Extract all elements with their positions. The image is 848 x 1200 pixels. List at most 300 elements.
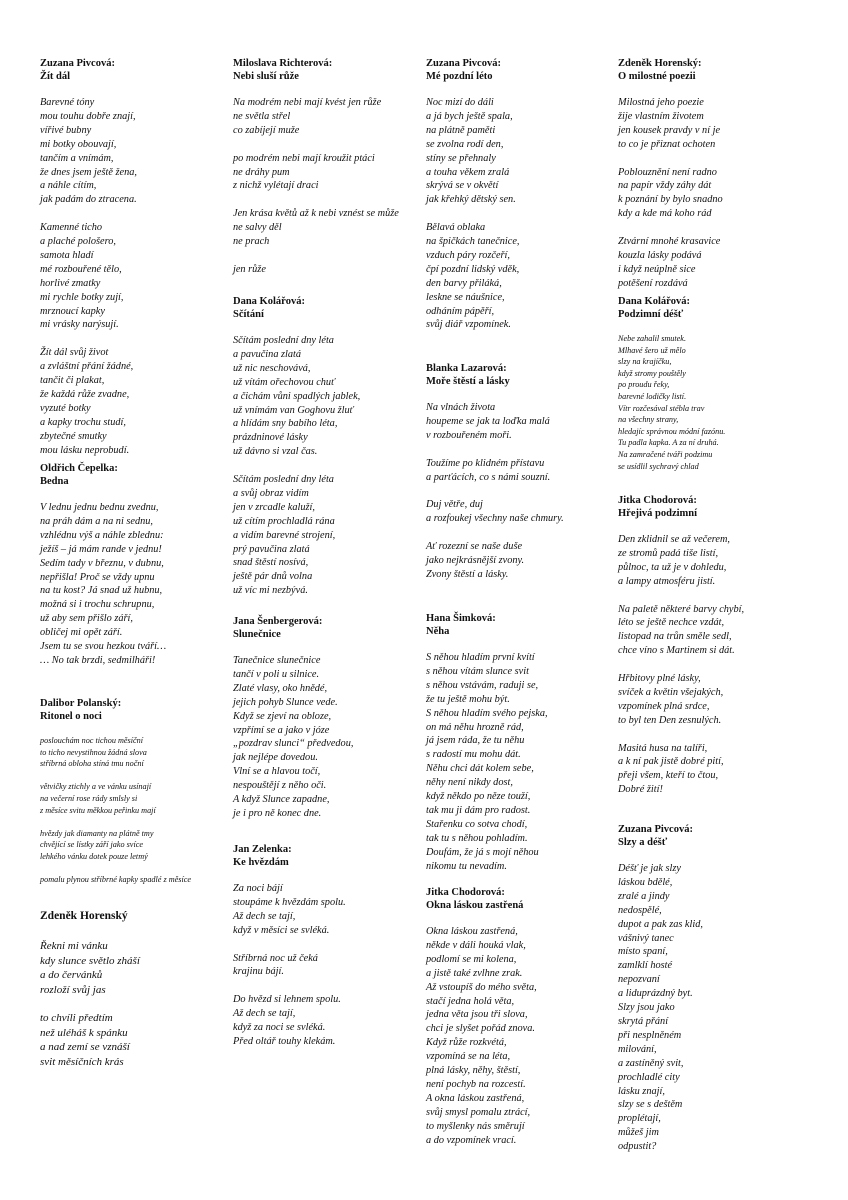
verse-line: Duj větře, duj [426, 499, 483, 511]
verse-line: svíček a květin všejakých, [618, 686, 724, 698]
verse-line: a touha věkem zralá [426, 166, 510, 178]
verse-line: snad štěstí nosívá, [233, 557, 309, 569]
verse-line: zralé a jindy [618, 890, 670, 902]
poem [233, 57, 421, 291]
poem [40, 910, 228, 1084]
verse-line: stačí jedna holá věta, [426, 995, 515, 1007]
stanza [618, 166, 806, 222]
verse-line: obličej mi opět září. [40, 627, 123, 639]
verse-line: on má něhu hrozně rád, [426, 721, 524, 733]
verse-line: jejich pohyb Slunce vede. [233, 696, 338, 708]
stanza [233, 473, 421, 598]
verse-line: ne světla střel [233, 110, 291, 122]
stanza [40, 221, 228, 332]
verse-line: stříbrná obloha stíná tmu noční [40, 759, 144, 769]
poem [426, 57, 614, 346]
verse-line: Jsem tu se svou hezkou tváří… [40, 641, 167, 653]
verse-line: Slzy jsou jako [618, 1002, 675, 1014]
verse-line: A okna láskou zastřená, [426, 1092, 525, 1104]
poem-author: Jitka Chodorová: [426, 887, 505, 898]
verse-line: Ztvární mnohé krasavice [618, 236, 721, 248]
verse-line: Den zklidnil se až večerem, [618, 534, 730, 545]
verse-line: žije vlastním životem [618, 110, 704, 122]
poem-title: Něha [426, 626, 450, 637]
verse-line: nikomu tu nevadím. [426, 860, 507, 872]
verse-line: když v měsíci se svléká. [233, 924, 330, 936]
stanza [233, 152, 421, 194]
verse-line: tak tu s něhou pohladím. [426, 832, 528, 844]
poem-title: Ritonel o noci [40, 711, 102, 722]
poem [618, 823, 806, 1168]
verse-line: už dávno si vzal čas. [233, 446, 318, 458]
poem-author: Jan Zelenka: [233, 844, 292, 855]
verse-line: jak padám do ztracena. [40, 194, 137, 206]
verse-line: Doufám, že já s mojí něhou [426, 846, 539, 858]
poem [40, 697, 228, 897]
verse-line: Dobré žití! [618, 784, 663, 796]
verse-line: Stříbrná noc už čeká [233, 952, 318, 964]
verse-line: Sčítám poslední dny léta [233, 335, 334, 346]
verse-line: … No tak brzdi, sedmilháři! [40, 654, 156, 666]
verse-line: na plátně paměti [426, 124, 496, 136]
verse-line: skrytá přání [618, 1015, 669, 1027]
verse-line: tak mu ji dám pro radost. [426, 804, 531, 816]
poem-author: Zdeněk Horenský: [618, 58, 702, 69]
poem-body [618, 96, 806, 291]
poem [233, 615, 421, 835]
verse-line: láskou bdělé, [618, 876, 673, 888]
verse-line: nespouštějí z něho oči. [233, 780, 327, 792]
verse-line: stoupáme k hvězdám spolu. [233, 896, 346, 908]
poem-body [233, 882, 421, 1049]
verse-line: Žít dál svůj život [40, 347, 109, 359]
poem-author: Dalibor Polanský: [40, 698, 122, 709]
verse-line: mi vrásky narýsují. [40, 319, 119, 331]
verse-line: nepozvaní [618, 974, 660, 986]
verse-line: už cítím prochladlá rána [233, 515, 335, 527]
verse-line: nedospělé, [618, 904, 662, 916]
poem-body [40, 939, 228, 1070]
verse-line: dupot a pak zas klid, [618, 918, 703, 930]
verse-line: s radostí mu mohu dát. [426, 749, 521, 761]
poem-body [618, 533, 806, 797]
poem [618, 494, 806, 811]
verse-line: stíny se přehnaly [426, 152, 496, 164]
verse-line: a svůj obraz vidím [233, 487, 309, 499]
verse-line: listopad na trůn směle sedl, [618, 631, 732, 643]
verse-line: hledajíc správnou módní fazónu. [618, 426, 726, 436]
poem-title: Sčítání [233, 309, 264, 320]
verse-line: Mlhavé šero už mělo [618, 345, 686, 355]
verse-line: už vítám ořechovou chuť [233, 376, 335, 388]
stanza [618, 672, 806, 728]
verse-line: tančit či plakat, [40, 375, 105, 387]
poem [233, 843, 421, 1063]
verse-line: Kamenné ticho [40, 222, 103, 234]
stanza [233, 334, 421, 459]
poem [233, 295, 421, 612]
verse-line: Noc mizí do dáli [426, 97, 494, 108]
verse-line: Zvony štěstí a lásky. [426, 568, 509, 580]
verse-line: už aby sem přišlo září, [40, 613, 133, 625]
verse-line: vzduch páry rozčeří, [426, 249, 510, 261]
verse-line: to myšlenky nás směrují [426, 1120, 525, 1132]
verse-line: horlivé zmatky [40, 277, 101, 289]
verse-line: a rozfoukej všechny naše chmury. [426, 513, 564, 525]
verse-line: Stařenku co sotva chodí, [426, 818, 528, 830]
verse-line: poslouchám noc tichou měsíční [40, 736, 144, 745]
verse-line: Když růže rozkvétá, [426, 1037, 507, 1049]
verse-line: mou lásku neprobudí. [40, 444, 130, 456]
verse-line: Něhu chci dát kolem sebe, [426, 763, 534, 775]
verse-line: po proudu řeky, [618, 380, 670, 390]
stanza [618, 742, 806, 798]
verse-line: plná lásky, něhy, štěstí, [426, 1065, 521, 1077]
verse-line: barevné lodičky listí. [618, 391, 687, 401]
verse-line: a zastíněný svit, [618, 1057, 684, 1069]
verse-line: Když se zjeví na obloze, [233, 710, 332, 722]
verse-line: mé rozbouřené tělo, [40, 263, 122, 275]
verse-line: Na zamračené tváři podzimu [618, 449, 713, 459]
verse-line: Tanečnice slunečnice [233, 655, 321, 666]
verse-line: že dnes jsem ještě žena, [40, 166, 137, 178]
verse-line: Poblouznění není radno [618, 166, 717, 178]
verse-line: houpeme se jak ta loďka malá [426, 415, 550, 427]
verse-line: a vidím barevné strojení, [233, 529, 336, 541]
verse-line: prázdninové lásky [233, 432, 308, 444]
poem [426, 886, 614, 1161]
verse-line: svůj smysl pomalu ztrácí, [426, 1106, 531, 1118]
poem-body [426, 96, 614, 332]
verse-line: Vlní se a hlavou točí, [233, 766, 321, 778]
verse-line: že každá růže zvadne, [40, 389, 130, 400]
verse-line: Do hvězd si lehnem spolu. [233, 994, 341, 1006]
verse-line: Sedím tady v březnu, v dubnu, [40, 557, 164, 569]
verse-line: kdy slunce světlo zháší [40, 954, 140, 967]
verse-line: skrývá se v okvětí [426, 180, 499, 192]
poem-author: Zuzana Pivcová: [618, 824, 693, 835]
stanza [426, 401, 614, 443]
verse-line: Nebe zahalil smutek. [618, 334, 686, 343]
stanza [233, 993, 421, 1049]
verse-line: tančí v poli u silnice. [233, 668, 320, 680]
stanza [40, 346, 228, 457]
verse-line: V lednu jednu bednu zvednu, [40, 502, 159, 513]
poem-author: Blanka Lazarová: [426, 363, 507, 374]
poem-title: Bedna [40, 476, 69, 487]
verse-line: při nesplněném [618, 1029, 682, 1041]
verse-line: samota hladí [40, 249, 94, 261]
verse-line: a zvláštní přání žádné, [40, 361, 134, 373]
verse-line: to ticho nevystihnou žádná slova [40, 747, 147, 757]
verse-line: ježíš – já mám rande v jednu! [40, 543, 162, 555]
poem [426, 362, 614, 596]
verse-line: a lampy atmosféru jistí. [618, 575, 716, 587]
verse-line: jen v zrcadle kaluží, [233, 501, 315, 513]
verse-line: Sčítám poslední dny léta [233, 474, 334, 486]
verse-line: den barvy přiláká, [426, 277, 502, 289]
verse-line: ještě pár dnů volna [233, 571, 313, 583]
verse-line: a náhle cítím, [40, 180, 97, 192]
poem-author: Dana Kolářová: [618, 296, 691, 307]
verse-line: v rozbouřeném moři. [426, 429, 512, 441]
verse-line: někde v dáli houká vlak, [426, 939, 526, 951]
poem-title: Slunečnice [233, 629, 281, 640]
verse-line: chci je slyšet pořád znova. [426, 1023, 535, 1035]
verse-line: rozloží svůj jas [40, 983, 106, 996]
verse-line: větvičky ztichly a ve vánku usínají [40, 782, 152, 792]
verse-line: Až vstoupíš do mého světa, [426, 981, 537, 993]
poem [40, 462, 228, 682]
poem [426, 612, 614, 887]
verse-line: jen kousek pravdy v ní je [618, 124, 721, 136]
stanza [40, 781, 228, 816]
verse-line: Zlaté vlasy, oko hnědé, [233, 682, 328, 694]
verse-line: to chvíli předtím [40, 1012, 113, 1025]
verse-line: Vítr rozčesával stébla trav [618, 403, 705, 413]
verse-line: s něhou vstávám, raduji se, [426, 679, 539, 691]
poem-author: Hana Šimková: [426, 613, 496, 624]
verse-line: Hřbitovy plné lásky, [618, 673, 701, 685]
verse-line: a do vzpomínek vrací. [426, 1134, 517, 1146]
poem-body [40, 96, 228, 458]
verse-line: už víc mi nezbývá. [233, 585, 308, 597]
verse-line: co zabíjejí muže [233, 124, 300, 136]
verse-line: nepřišla! Proč se vždy upnu [40, 571, 155, 583]
verse-line: Déšť je jak slzy [618, 863, 681, 874]
verse-line: svůj diář vzpomínek. [426, 319, 511, 331]
verse-line: na všechny strany, [618, 415, 679, 425]
verse-line: s něhou vítám slunce svit [426, 665, 529, 677]
verse-line: pomalu plynou stříbrné kapky spadlé z měsíce [40, 875, 191, 885]
verse-line: čpí pozdní lidský vděk, [426, 263, 520, 275]
verse-line: jako nejkrásnější zvony. [426, 554, 525, 566]
verse-line: vzpřímí se a jako v józe [233, 724, 330, 736]
poem-title: Žít dál [40, 71, 71, 82]
verse-line: a hlídám sny babího léta, [233, 418, 338, 430]
verse-line: není pochyb na rozcestí. [426, 1078, 526, 1090]
verse-line: leskne se náušnice, [426, 291, 505, 303]
verse-line: Až dech se tají, [233, 1008, 296, 1020]
verse-line: vířivé bubny [40, 124, 92, 136]
verse-line: Na vlnách života [426, 402, 496, 413]
stanza [618, 96, 806, 152]
verse-line: z nichž vylétají draci [233, 180, 319, 192]
verse-line: na papír vždy záhy dát [618, 180, 712, 192]
verse-line: a kapky trochu studí, [40, 416, 126, 428]
verse-line: S něhou hladím svého pejska, [426, 707, 548, 719]
stanza [618, 533, 806, 589]
stanza [618, 235, 806, 291]
poem-body [426, 925, 614, 1148]
verse-line: že tu ještě mohu být. [426, 693, 510, 705]
verse-line: proplétají, [618, 1113, 661, 1125]
verse-line: Za noci bájí [233, 883, 283, 894]
verse-line: Milostná jeho poezie [618, 97, 704, 108]
verse-line: něhy není nikdy dost, [426, 777, 513, 789]
stanza [426, 540, 614, 582]
verse-line: mrznoucí kapky [40, 305, 105, 317]
verse-line: Tu padla kapka. A za ní druhá. [618, 438, 719, 448]
verse-line: a parťácích, co s námi souzní. [426, 471, 551, 483]
verse-line: Na paletě některé barvy chybí, [618, 603, 745, 615]
verse-line: ze stromů padá tiše listí, [618, 547, 719, 559]
poem-title: O milostné poezii [618, 71, 696, 82]
stanza [40, 501, 228, 668]
verse-line: slzy se s deštěm [618, 1099, 683, 1111]
verse-line: Jen krása květů až k nebi vznést se může [233, 208, 399, 220]
verse-line: to co je přiznat ochoten [618, 138, 716, 150]
verse-line: k poznání by bylo snadno [618, 194, 723, 206]
verse-line: a liduprázdný byt. [618, 988, 693, 1000]
verse-line: možná si i trochu schrupnu, [40, 599, 155, 611]
verse-line: Toužíme po klidném přístavu [426, 457, 545, 469]
stanza [40, 735, 228, 770]
verse-line: jedna věta jsou tři slova, [426, 1009, 528, 1021]
stanza [426, 925, 614, 1148]
verse-line: milování, [618, 1043, 657, 1055]
stanza [233, 96, 421, 138]
verse-line: a do červánků [40, 969, 103, 982]
verse-line: půlnoc, ta už je v dohledu, [618, 561, 727, 573]
verse-line: na práh dám a na ni sednu, [40, 515, 153, 527]
verse-line: už nic neschovává, [233, 362, 311, 374]
verse-line: je i pro ně konec dne. [233, 807, 322, 819]
verse-line: a plaché pološero, [40, 236, 116, 248]
verse-line: Ať rozezní se naše duše [426, 541, 523, 553]
verse-line: vyzuté botky [40, 402, 91, 414]
verse-line: a čichám vůni spadlých jablek, [233, 390, 361, 402]
poem-title: Ke hvězdám [233, 857, 289, 868]
verse-line: hvězdy jak diamanty na plátně tmy [40, 828, 154, 838]
verse-line: tančím a vnímám, [40, 152, 114, 164]
verse-line: na večerní rose rády smlsly si [40, 793, 138, 803]
stanza [40, 96, 228, 207]
verse-line: z měsíce svitu měkkou peřinku mají [40, 805, 156, 815]
verse-line: Masitá husa na talíři, [618, 742, 708, 754]
verse-line: S něhou hladím první kvítí [426, 652, 535, 663]
stanza [618, 603, 806, 659]
verse-line: zbytečné smutky [40, 430, 107, 442]
verse-line: ne dráhy pum [233, 166, 290, 178]
verse-line: krajinu bájí. [233, 966, 284, 978]
poem-title: Podzimní déšť [618, 309, 684, 320]
poem-body [40, 501, 228, 668]
verse-line: mi botky obouvají, [40, 138, 117, 150]
verse-line: když za noci se svléká. [233, 1022, 326, 1034]
verse-line: kdy a kde má koho rád [618, 208, 712, 220]
verse-line: jen růže [233, 263, 266, 275]
poem-body [40, 735, 228, 886]
verse-line: slzy na krajíčku, [618, 357, 672, 367]
verse-line: jak křehký dětský sen. [426, 194, 516, 206]
poem-author: Miloslava Richterová: [233, 58, 333, 69]
verse-line: ne prach [233, 236, 270, 248]
verse-line: odpustit? [618, 1141, 657, 1153]
verse-line: kouzla lásky podává [618, 249, 702, 261]
verse-line: vzpomíná se na léta, [426, 1051, 511, 1063]
verse-line: Na modrém nebi mají kvést jen růže [233, 97, 382, 108]
poem-author: Jitka Chodorová: [618, 495, 697, 506]
poem-author: Zuzana Pivcová: [426, 58, 501, 69]
stanza [40, 939, 228, 997]
verse-line: když stromy pouštěly [618, 368, 686, 378]
verse-line: a jistě také zvlhne zrak. [426, 967, 523, 979]
verse-line: podlomí se mi kolena, [426, 953, 517, 965]
stanza [233, 952, 421, 980]
verse-line: a pavučina zlatá [233, 348, 302, 360]
verse-line: přeji všem, kteří to čtou, [618, 770, 719, 782]
verse-line: mi rychle botky zují, [40, 291, 124, 303]
stanza [233, 654, 421, 821]
poem-body [618, 862, 806, 1154]
verse-line: ne salvy děl [233, 222, 282, 234]
stanza [426, 457, 614, 485]
poem-title: Slzy a déšť [618, 837, 668, 848]
verse-line: jak nejlépe dovedou. [233, 752, 318, 764]
poem-author: Jana Šenbergerová: [233, 616, 323, 627]
poem-title: Nebi sluší růže [233, 71, 299, 82]
verse-line: zamlklí hosté [618, 960, 673, 972]
verse-line: svit měsíčních krás [40, 1056, 124, 1069]
poem-body [233, 654, 421, 821]
verse-line: odháním pápěří, [426, 305, 495, 317]
stanza [426, 498, 614, 526]
stanza [40, 1011, 228, 1069]
verse-line: prý pavučina zlatá [233, 543, 310, 555]
verse-line: a já bych ještě spala, [426, 110, 513, 122]
poem-title: Hřejivá podzimní [618, 508, 698, 519]
verse-line: a nad zemí se vznáší [40, 1041, 130, 1054]
verse-line: vzhlédnu výš a náhle zblednu: [40, 529, 164, 541]
verse-line: Před oltář touhy klekám. [233, 1035, 336, 1047]
stanza [233, 207, 421, 249]
poem-title: Okna láskou zastřená [426, 900, 524, 911]
poem-body [618, 333, 806, 472]
verse-line: mou touhu dobře znají, [40, 110, 136, 122]
poem-title: Moře štěstí a lásky [426, 376, 510, 387]
stanza [40, 874, 228, 886]
verse-line: vzpomínek plná srdce, [618, 700, 710, 712]
verse-line: se usídlil sychravý chlad [618, 461, 699, 471]
verse-line: já jsem ráda, že tu něhu [426, 735, 525, 747]
verse-line: A když Slunce zapadne, [233, 794, 330, 806]
poem-author: Zuzana Pivcová: [40, 58, 115, 69]
stanza [40, 828, 228, 863]
poem [618, 57, 806, 305]
poem-body [426, 401, 614, 582]
verse-line: a k ní pak jistě dobré pití, [618, 756, 724, 768]
poem [618, 295, 806, 484]
poem-body [233, 96, 421, 277]
verse-line: než uléháš k spánku [40, 1026, 128, 1039]
verse-line: Až dech se tají, [233, 910, 296, 922]
poem-body [426, 651, 614, 874]
verse-line: Barevné tóny [40, 97, 95, 108]
verse-line: když někdo po něze touží, [426, 791, 531, 803]
poem-title: Mé pozdní léto [426, 71, 493, 82]
verse-line: prochladlé city [618, 1071, 680, 1083]
stanza [233, 882, 421, 938]
verse-line: Řekni mi vánku [40, 940, 108, 952]
verse-line: i když neúplně sice [618, 263, 696, 275]
verse-line: na špičkách tanečnice, [426, 236, 520, 248]
verse-line: vášnivý tanec [618, 932, 674, 944]
verse-line: se zvolna rodí den, [426, 138, 504, 150]
verse-line: chce víno s Martinem si dát. [618, 645, 735, 657]
verse-line: léto se ještě nechce vzdát, [618, 617, 725, 629]
stanza [426, 221, 614, 332]
